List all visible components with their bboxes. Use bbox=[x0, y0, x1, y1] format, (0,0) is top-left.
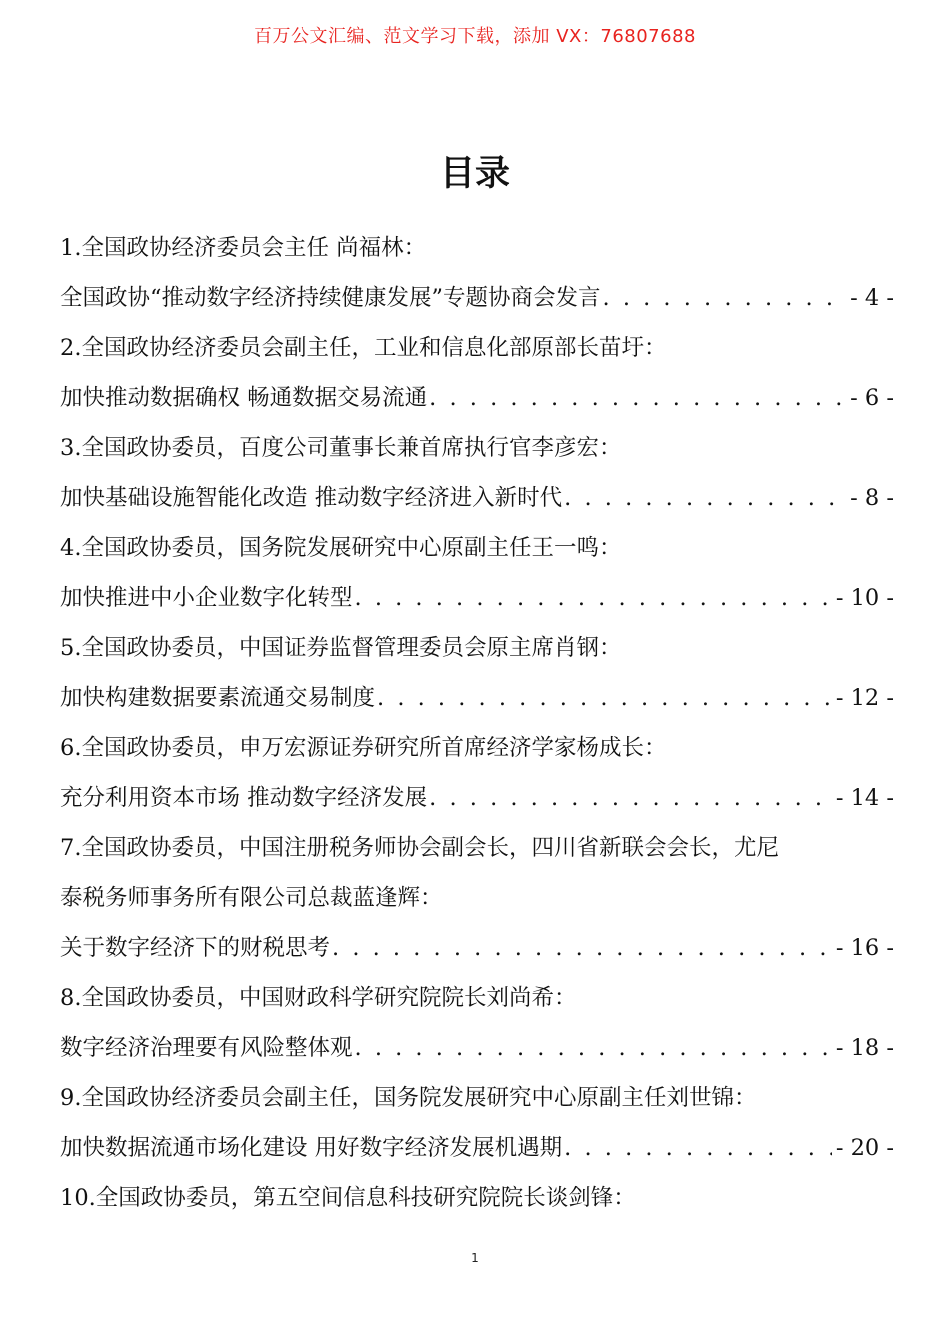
toc-entry-heading: 5.全国政协委员，中国证券监督管理委员会原主席肖钢： bbox=[60, 635, 622, 661]
toc-entry-link[interactable] bbox=[60, 673, 894, 723]
dot-leader bbox=[429, 373, 846, 423]
toc-entry-link[interactable] bbox=[60, 1123, 894, 1173]
toc-entry-title: 加快推进中小企业数字化转型 bbox=[60, 585, 353, 611]
toc-entry-heading: 3.全国政协委员，百度公司董事长兼首席执行官李彦宏： bbox=[60, 435, 622, 461]
toc-entry-heading: 10.全国政协委员，第五空间信息科技研究院院长谈剑锋： bbox=[60, 1185, 636, 1211]
toc-entry-page: - 8 - bbox=[850, 485, 894, 511]
dot-leader bbox=[355, 573, 832, 623]
toc-entry-title: 全国政协“推动数字经济持续健康发展”专题协商会发言 bbox=[60, 285, 601, 311]
toc-entry-heading: 6.全国政协委员，申万宏源证券研究所首席经济学家杨成长： bbox=[60, 735, 667, 761]
toc-entry-title: 加快基础设施智能化改造 推动数字经济进入新时代 bbox=[60, 485, 563, 511]
toc-entry-title: 数字经济治理要有风险整体观 bbox=[60, 1035, 353, 1061]
toc-entry-link[interactable] bbox=[60, 573, 894, 623]
toc-entry-link[interactable] bbox=[60, 923, 894, 973]
header-note: 百万公文汇编、范文学习下载，添加 VX：76807688 bbox=[254, 26, 696, 47]
dot-leader bbox=[332, 923, 832, 973]
toc-entry-title: 加快数据流通市场化建设 用好数字经济发展机遇期 bbox=[60, 1135, 563, 1161]
toc-entry-link[interactable] bbox=[60, 1023, 894, 1073]
toc-entry-title: 加快推动数据确权 畅通数据交易流通 bbox=[60, 385, 428, 411]
dot-leader bbox=[564, 1123, 832, 1173]
toc-entry-page: - 10 - bbox=[835, 585, 894, 611]
toc-entry-page: - 12 - bbox=[835, 685, 894, 711]
toc-entry-page: - 20 - bbox=[835, 1135, 894, 1161]
toc-entry-page: - 6 - bbox=[850, 385, 894, 411]
dot-leader bbox=[429, 773, 832, 823]
table-of-contents bbox=[60, 223, 894, 1223]
toc-entry-heading-continued: 泰税务师事务所有限公司总裁蓝逢辉： bbox=[60, 885, 443, 911]
dot-leader bbox=[377, 673, 832, 723]
dot-leader bbox=[603, 273, 847, 323]
page-title: 目录 bbox=[439, 154, 510, 194]
toc-entry-link[interactable] bbox=[60, 773, 894, 823]
toc-entry-page: - 16 - bbox=[835, 935, 894, 961]
toc-entry-heading: 1.全国政协经济委员会主任 尚福林： bbox=[60, 235, 427, 261]
toc-entry-title: 加快构建数据要素流通交易制度 bbox=[60, 685, 376, 711]
page-number: 1 bbox=[471, 1251, 479, 1265]
dot-leader bbox=[355, 1023, 832, 1073]
toc-entry-page: - 18 - bbox=[835, 1035, 894, 1061]
toc-entry-heading: 8.全国政协委员，中国财政科学研究院院长刘尚希： bbox=[60, 985, 577, 1011]
toc-entry-title: 关于数字经济下的财税思考 bbox=[60, 935, 331, 961]
toc-entry-heading: 2.全国政协经济委员会副主任，工业和信息化部原部长苗圩： bbox=[60, 335, 667, 361]
toc-entry-heading: 4.全国政协委员，国务院发展研究中心原副主任王一鸣： bbox=[60, 535, 622, 561]
dot-leader bbox=[564, 473, 846, 523]
toc-entry-link[interactable] bbox=[60, 373, 894, 423]
toc-entry-page: - 4 - bbox=[850, 285, 894, 311]
toc-entry-heading: 9.全国政协经济委员会副主任，国务院发展研究中心原副主任刘世锦： bbox=[60, 1085, 757, 1111]
toc-entry-page: - 14 - bbox=[835, 785, 894, 811]
toc-entry-heading: 7.全国政协委员，中国注册税务师协会副会长，四川省新联会会长，尤尼 bbox=[60, 835, 779, 861]
toc-entry-link[interactable] bbox=[60, 473, 894, 523]
toc-entry-title: 充分利用资本市场 推动数字经济发展 bbox=[60, 785, 428, 811]
toc-entry-link[interactable] bbox=[60, 273, 894, 323]
